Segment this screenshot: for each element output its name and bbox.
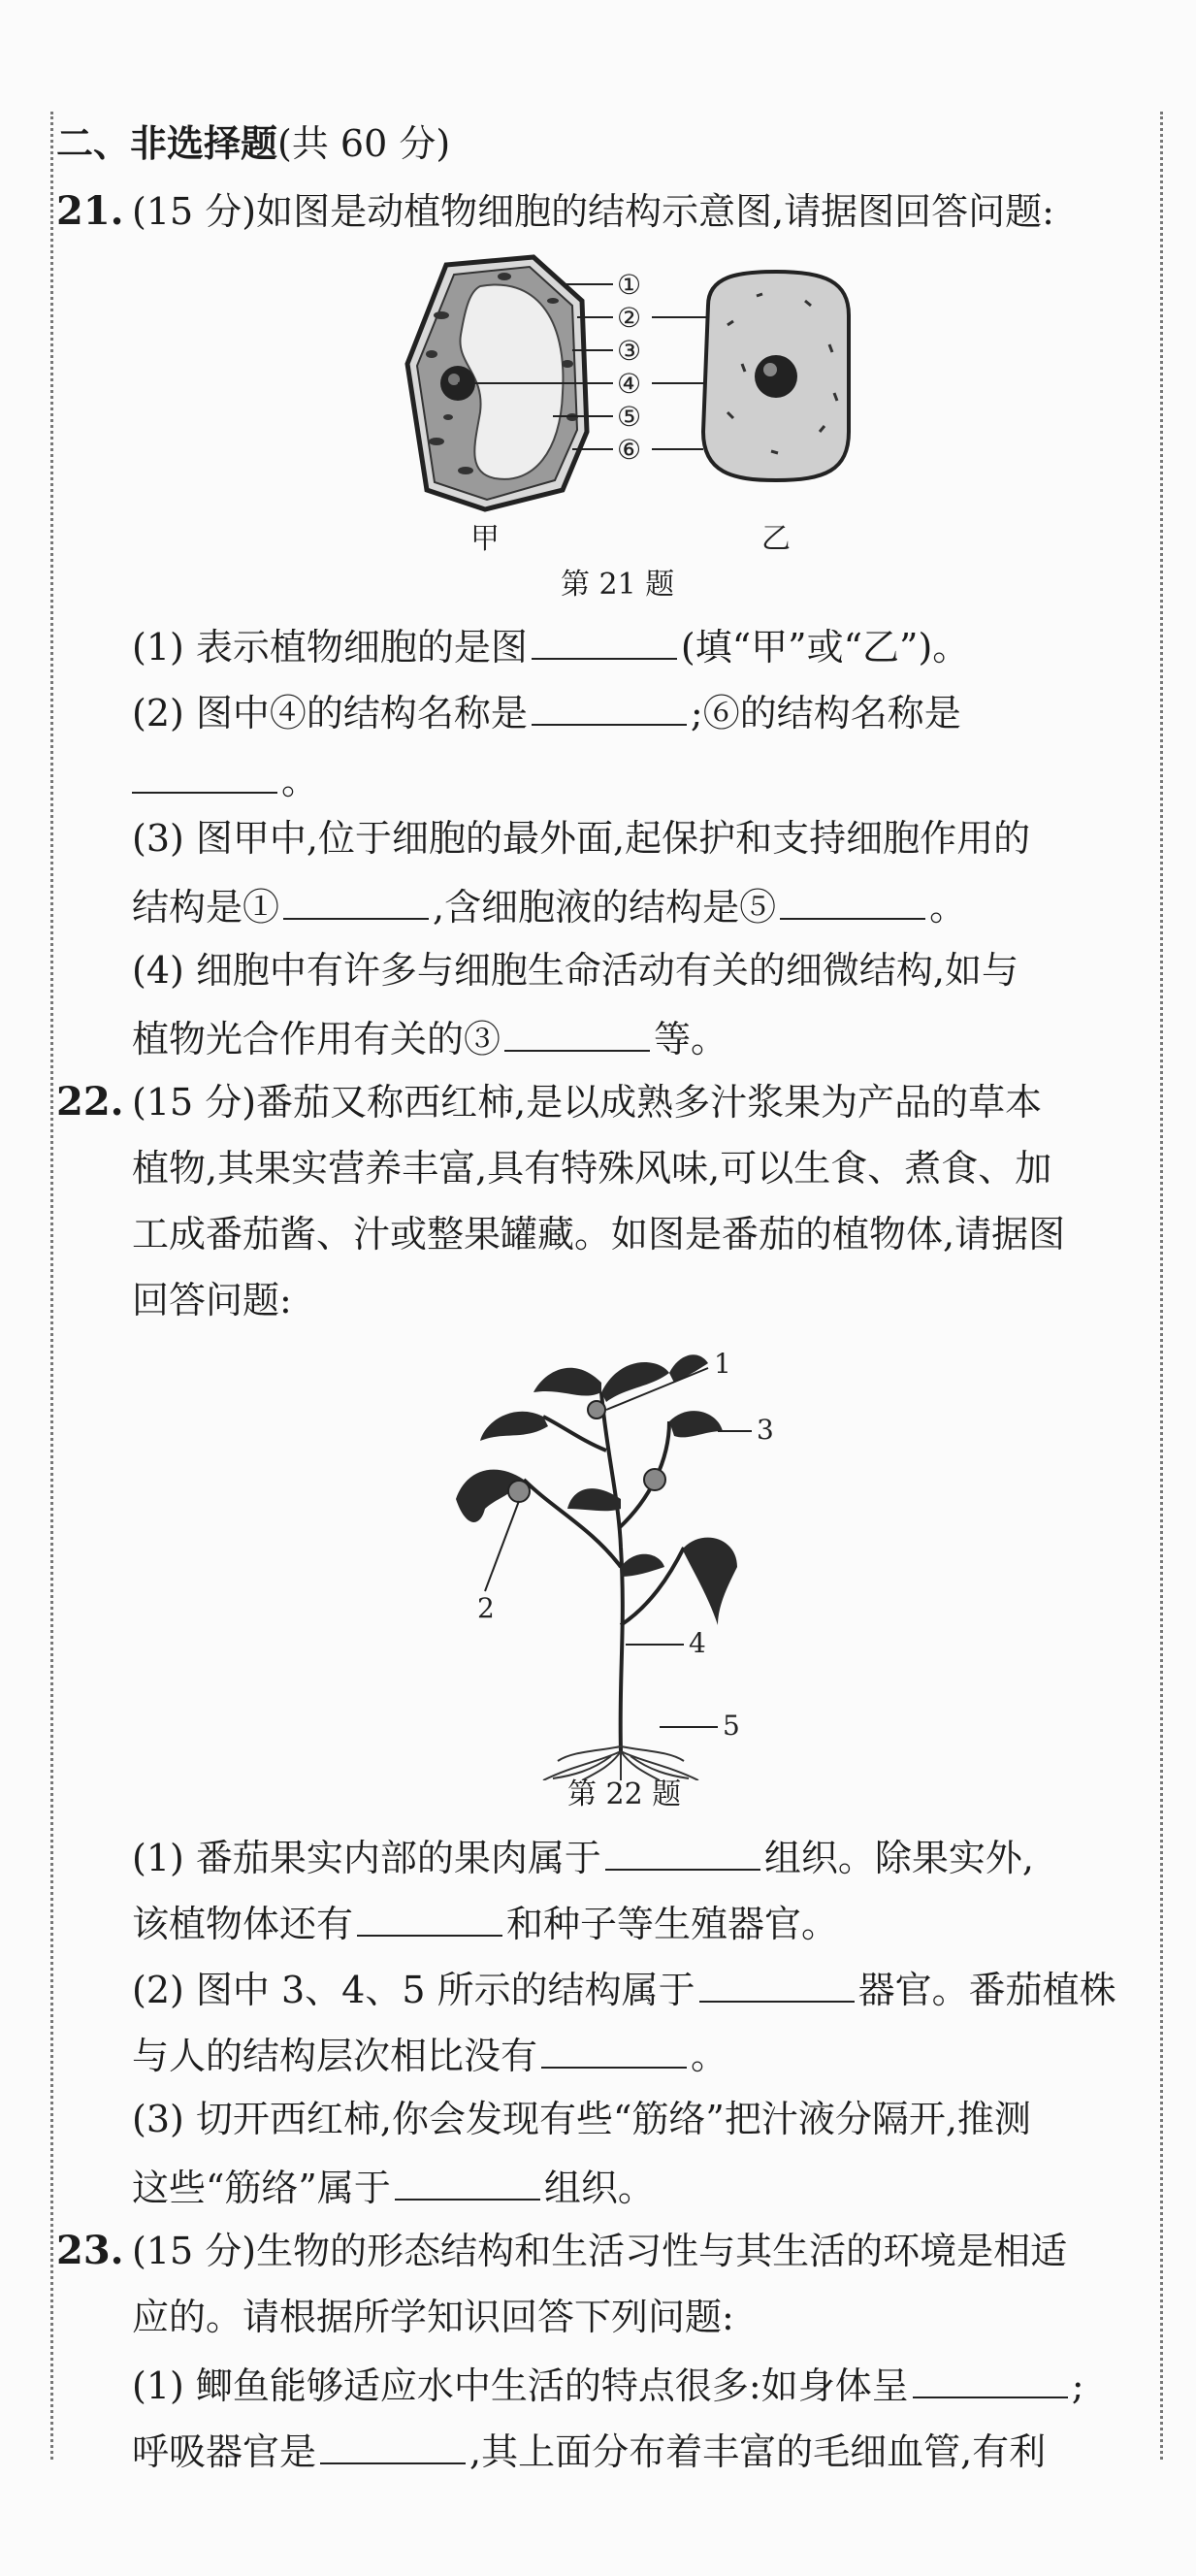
label-5: ⑤ xyxy=(617,401,642,433)
question-21-number: 21. xyxy=(56,188,124,234)
q22-part3: (3) 切开西红柿,你会发现有些“筋络”把汁液分隔开,推测 xyxy=(132,2098,1031,2140)
tomato-plant-diagram xyxy=(427,1334,795,1780)
plant-roots xyxy=(543,1746,698,1780)
animal-cell xyxy=(703,272,849,480)
svg-text:5: 5 xyxy=(723,1710,740,1742)
label-1: ① xyxy=(617,269,642,301)
question-22-number: 22. xyxy=(56,1079,124,1125)
q21-part2-cont: 。 xyxy=(132,755,318,804)
plant-stem xyxy=(524,1392,684,1751)
answer-blank[interactable] xyxy=(357,1898,502,1937)
answer-blank[interactable] xyxy=(395,2162,540,2201)
answer-blank[interactable] xyxy=(605,1832,760,1871)
binding-line-right xyxy=(1160,112,1163,2460)
svg-text:4: 4 xyxy=(689,1627,706,1659)
answer-blank[interactable] xyxy=(780,881,925,920)
question-21-stem: (15 分)如图是动植物细胞的结构示意图,请据图回答问题: xyxy=(132,190,1054,233)
q22-part2: (2) 图中 3、4、5 所示的结构属于 器官。番茄植株 xyxy=(132,1964,1116,2013)
label-6: ⑥ xyxy=(617,434,642,466)
answer-blank[interactable] xyxy=(132,755,277,794)
plant-leaves xyxy=(456,1354,737,1625)
answer-blank[interactable] xyxy=(699,1964,855,2003)
binding-line-left xyxy=(50,112,53,2460)
figure-21-caption: 第 21 题 xyxy=(561,568,675,602)
svg-text:3: 3 xyxy=(757,1414,774,1446)
plant-labels xyxy=(477,1348,774,1742)
answer-blank[interactable] xyxy=(913,2360,1068,2398)
question-22-stem-4: 回答问题: xyxy=(132,1279,292,1321)
q21-part2: (2) 图中④的结构名称是 ;⑥的结构名称是 xyxy=(132,687,961,736)
svg-text:2: 2 xyxy=(477,1592,495,1624)
answer-blank[interactable] xyxy=(320,2426,466,2464)
cell-diagram xyxy=(388,247,873,568)
q22-part3-cont: 这些“筋络”属于 组织。 xyxy=(132,2162,655,2211)
q21-part1: (1) 表示植物细胞的是图 (填“甲”或“乙”)。 xyxy=(132,621,969,670)
question-23-stem-1: (15 分)生物的形态结构和生活习性与其生活的环境是相适 xyxy=(132,2230,1068,2272)
answer-blank[interactable] xyxy=(283,881,429,920)
q23-part1: (1) 鲫鱼能够适应水中生活的特点很多:如身体呈 ; xyxy=(132,2360,1084,2409)
q23-part1-cont: 呼吸器官是 ,其上面分布着丰富的毛细血管,有利 xyxy=(132,2426,1046,2475)
answer-blank[interactable] xyxy=(504,1013,650,1052)
question-23-number: 23. xyxy=(56,2228,124,2273)
q22-part2-cont: 与人的结构层次相比没有 。 xyxy=(132,2030,727,2079)
question-22-stem-1: (15 分)番茄又称西红柿,是以成熟多汁浆果为产品的草本 xyxy=(132,1081,1043,1124)
question-22-stem-3: 工成番茄酱、汁或整果罐藏。如图是番茄的植物体,请据图 xyxy=(132,1213,1066,1255)
answer-blank[interactable] xyxy=(532,621,677,660)
label-4: ④ xyxy=(617,368,642,400)
q21-part4: (4) 细胞中有许多与细胞生命活动有关的细微结构,如与 xyxy=(132,949,1018,992)
q21-part3-cont: 结构是① ,含细胞液的结构是⑤ 。 xyxy=(132,881,966,930)
figure-22-caption: 第 22 题 xyxy=(567,1777,682,1811)
question-23-stem-2: 应的。请根据所学知识回答下列问题: xyxy=(132,2296,734,2338)
cell-b-label: 乙 xyxy=(761,522,791,556)
answer-blank[interactable] xyxy=(541,2030,687,2069)
q22-part1: (1) 番茄果实内部的果肉属于 组织。除果实外, xyxy=(132,1832,1034,1881)
svg-text:1: 1 xyxy=(714,1348,731,1380)
cell-a-label: 甲 xyxy=(470,522,500,556)
label-2: ② xyxy=(617,302,642,334)
q21-part4-cont: 植物光合作用有关的③ 等。 xyxy=(132,1013,727,1062)
q22-part1-cont: 该植物体还有 和种子等生殖器官。 xyxy=(132,1898,838,1947)
question-22-stem-2: 植物,其果实营养丰富,具有特殊风味,可以生食、煮食、加 xyxy=(132,1147,1052,1190)
section-heading: 二、非选择题(共 60 分) xyxy=(56,122,451,165)
answer-blank[interactable] xyxy=(532,687,687,726)
q21-part3: (3) 图甲中,位于细胞的最外面,起保护和支持细胞作用的 xyxy=(132,817,1031,860)
label-3: ③ xyxy=(617,335,642,367)
